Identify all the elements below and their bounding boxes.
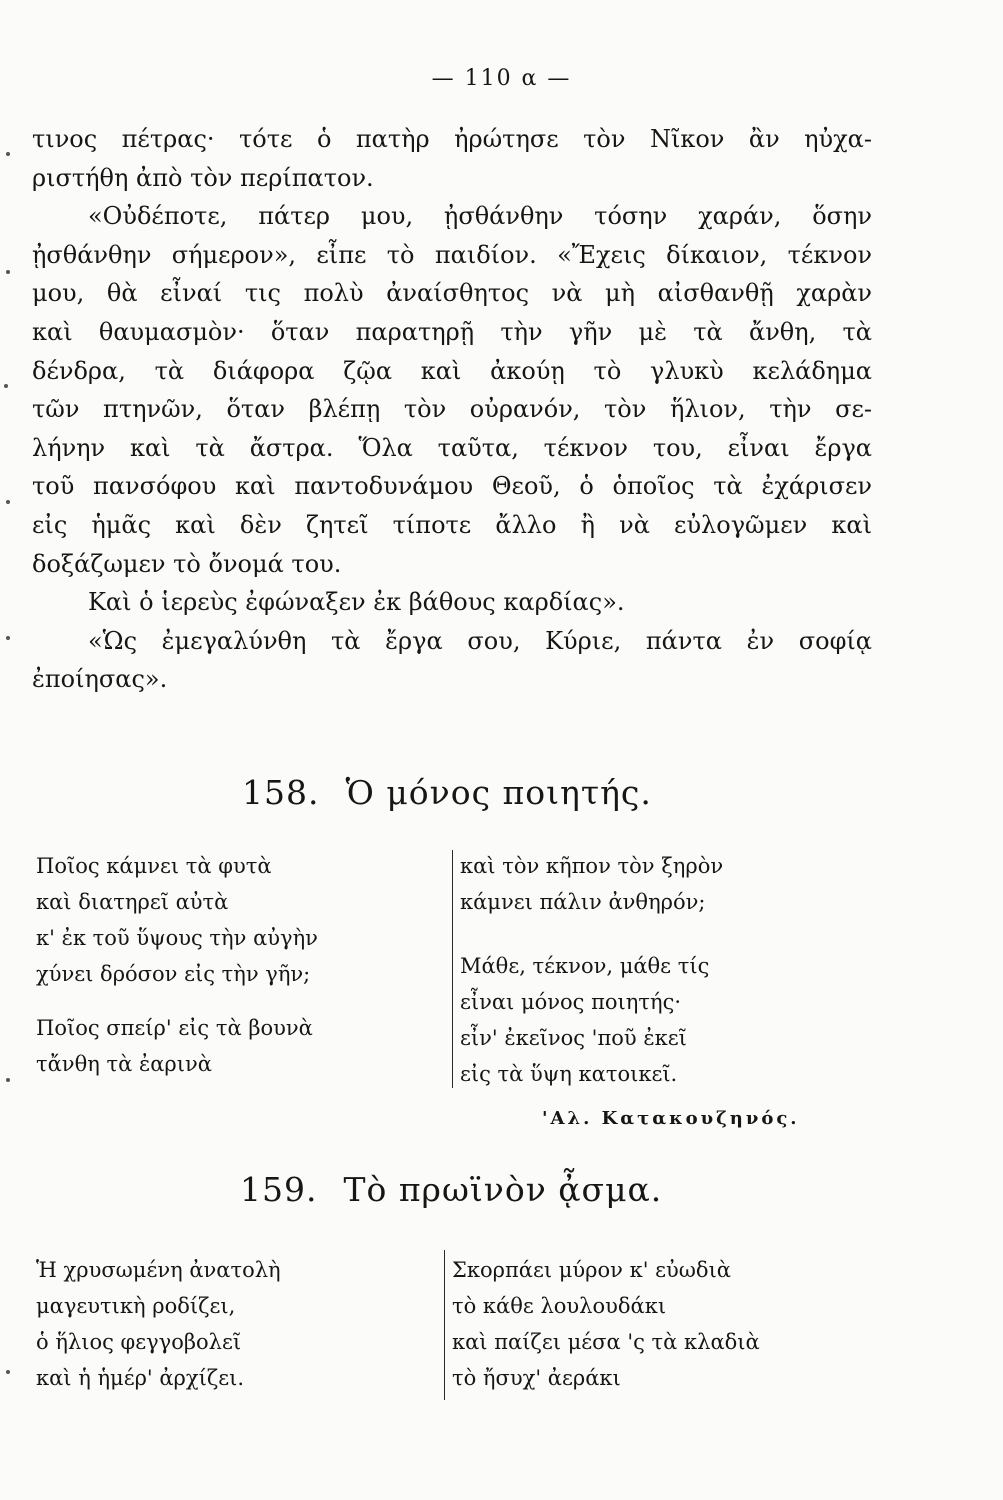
verse-line: χύνει δρόσον εἰς τὴν γῆν; — [36, 962, 311, 986]
scan-mark — [6, 1370, 10, 1374]
page-number: — 110 α — — [431, 66, 572, 91]
scan-mark — [4, 384, 8, 388]
verse-line: Ποῖος κάμνει τὰ φυτὰ — [36, 854, 272, 878]
verse-line: καὶ διατηρεῖ αὐτὰ — [36, 890, 229, 914]
verse-line: κάμνει πάλιν ἀνθηρόν; — [460, 890, 706, 914]
prose-line: εἰς ἡμᾶς καὶ δὲν ζητεῖ τίποτε ἄλλο ἢ νὰ εὐλογῶμεν καὶ — [32, 510, 872, 539]
stanza-break — [460, 920, 723, 948]
section-number: 159. — [240, 1170, 318, 1209]
verse-line: τὸ ἤσυχ' ἀεράκι — [452, 1366, 621, 1390]
section-number: 158. — [242, 773, 320, 812]
verse-line: Σκορπάει μύρον κ' εὐωδιὰ — [452, 1258, 731, 1282]
prose-line: τινος πέτρας· τότε ὁ πατὴρ ἠρώτησε τὸν Νῖκον ἂν ηὐχα- — [32, 125, 872, 153]
scan-mark — [6, 152, 10, 156]
prose-paragraphs — [32, 120, 872, 699]
section-heading-158 — [242, 773, 652, 812]
verse-line: καὶ τὸν κῆπον τὸν ξηρὸν — [460, 854, 724, 878]
column-divider — [452, 850, 453, 1088]
prose-line: μου, θὰ εἶναί τις πολὺ ἀναίσθητος νὰ μὴ αἰσθανθῇ χαρὰν — [32, 279, 872, 308]
prose-line: δοξάζωμεν τὸ ὄνομά του. — [32, 549, 342, 578]
column-divider — [444, 1250, 445, 1400]
prose-line: «Ὡς ἐμεγαλύνθη τὰ ἔργα σου, Κύριε, πάντα ἐν σοφίᾳ — [88, 626, 872, 655]
prose-line: ᾐσθάνθην σήμερον», εἶπε τὸ παιδίον. «Ἔχεις δίκαιον, τέκνον — [32, 240, 872, 269]
scan-mark — [6, 270, 10, 274]
prose-line: τοῦ πανσόφου καὶ παντοδυνάμου Θεοῦ, ὁ ὁποῖος τὰ ἐχάρισεν — [32, 472, 872, 501]
verse-line: καὶ ἡ ἡμέρ' ἀρχίζει. — [36, 1366, 245, 1390]
poem-right-column — [452, 1252, 760, 1396]
prose-line: ἐποίησας». — [32, 665, 168, 694]
prose-line: ριστήθη ἀπὸ τὸν περίπατον. — [32, 163, 374, 192]
prose-line: Καὶ ὁ ἱερεὺς ἐφώναξεν ἐκ βάθους καρδίας». — [88, 588, 625, 617]
scan-mark — [6, 636, 10, 640]
section-title: Ὁ μόνος ποιητής. — [345, 773, 652, 812]
verse-line: εἶναι μόνος ποιητής· — [460, 990, 682, 1014]
scan-mark — [6, 500, 10, 504]
verse-line: τὸ κάθε λουλουδάκι — [452, 1294, 667, 1318]
poem-right-column — [460, 848, 723, 1092]
verse-line: Μάθε, τέκνον, μάθε τίς — [460, 954, 710, 978]
prose-line: «Οὐδέποτε, πάτερ μου, ᾐσθάνθην τόσην χαράν, ὅσην — [88, 202, 872, 231]
verse-line: μαγευτικὴ ροδίζει, — [36, 1294, 236, 1318]
poem-left-column — [36, 1252, 281, 1396]
prose-line: δένδρα, τὰ διάφορα ζῷα καὶ ἀκούῃ τὸ γλυκὺ κελάδημα — [32, 356, 872, 385]
verse-line: τἄνθη τὰ ἐαρινὰ — [36, 1052, 212, 1076]
verse-line: εἰς τὰ ὕψη κατοικεῖ. — [460, 1062, 678, 1086]
verse-line: ὁ ἥλιος φεγγοβολεῖ — [36, 1330, 242, 1354]
verse-line: Ἡ χρυσωμένη ἀνατολὴ — [36, 1258, 281, 1282]
verse-line: καὶ παίζει μέσα 'ς τὰ κλαδιὰ — [452, 1330, 760, 1354]
verse-line: εἶν' ἐκεῖνος 'ποῦ ἐκεῖ — [460, 1026, 687, 1050]
section-title: Τὸ πρωϊνὸν ᾆσμα. — [343, 1170, 663, 1209]
poem-left-column — [36, 848, 318, 1082]
stanza-break — [36, 992, 318, 1010]
verse-line: κ' ἐκ τοῦ ὕψους τὴν αὐγὴν — [36, 926, 318, 950]
section-heading-159 — [240, 1170, 662, 1209]
prose-line: λήνην καὶ τὰ ἄστρα. Ὅλα ταῦτα, τέκνον του, εἶναι ἔργα — [32, 433, 872, 462]
prose-line: καὶ θαυμασμὸν· ὅταν παρατηρῇ τὴν γῆν μὲ τὰ ἄνθη, τὰ — [32, 317, 872, 346]
poem-author: 'Αλ. Κατακουζηνός. — [542, 1108, 800, 1129]
scan-mark — [6, 1078, 10, 1082]
verse-line: Ποῖος σπείρ' εἰς τὰ βουνὰ — [36, 1016, 313, 1040]
prose-line: τῶν πτηνῶν, ὅταν βλέπῃ τὸν οὐρανόν, τὸν ἥλιον, τὴν σε- — [32, 395, 872, 424]
